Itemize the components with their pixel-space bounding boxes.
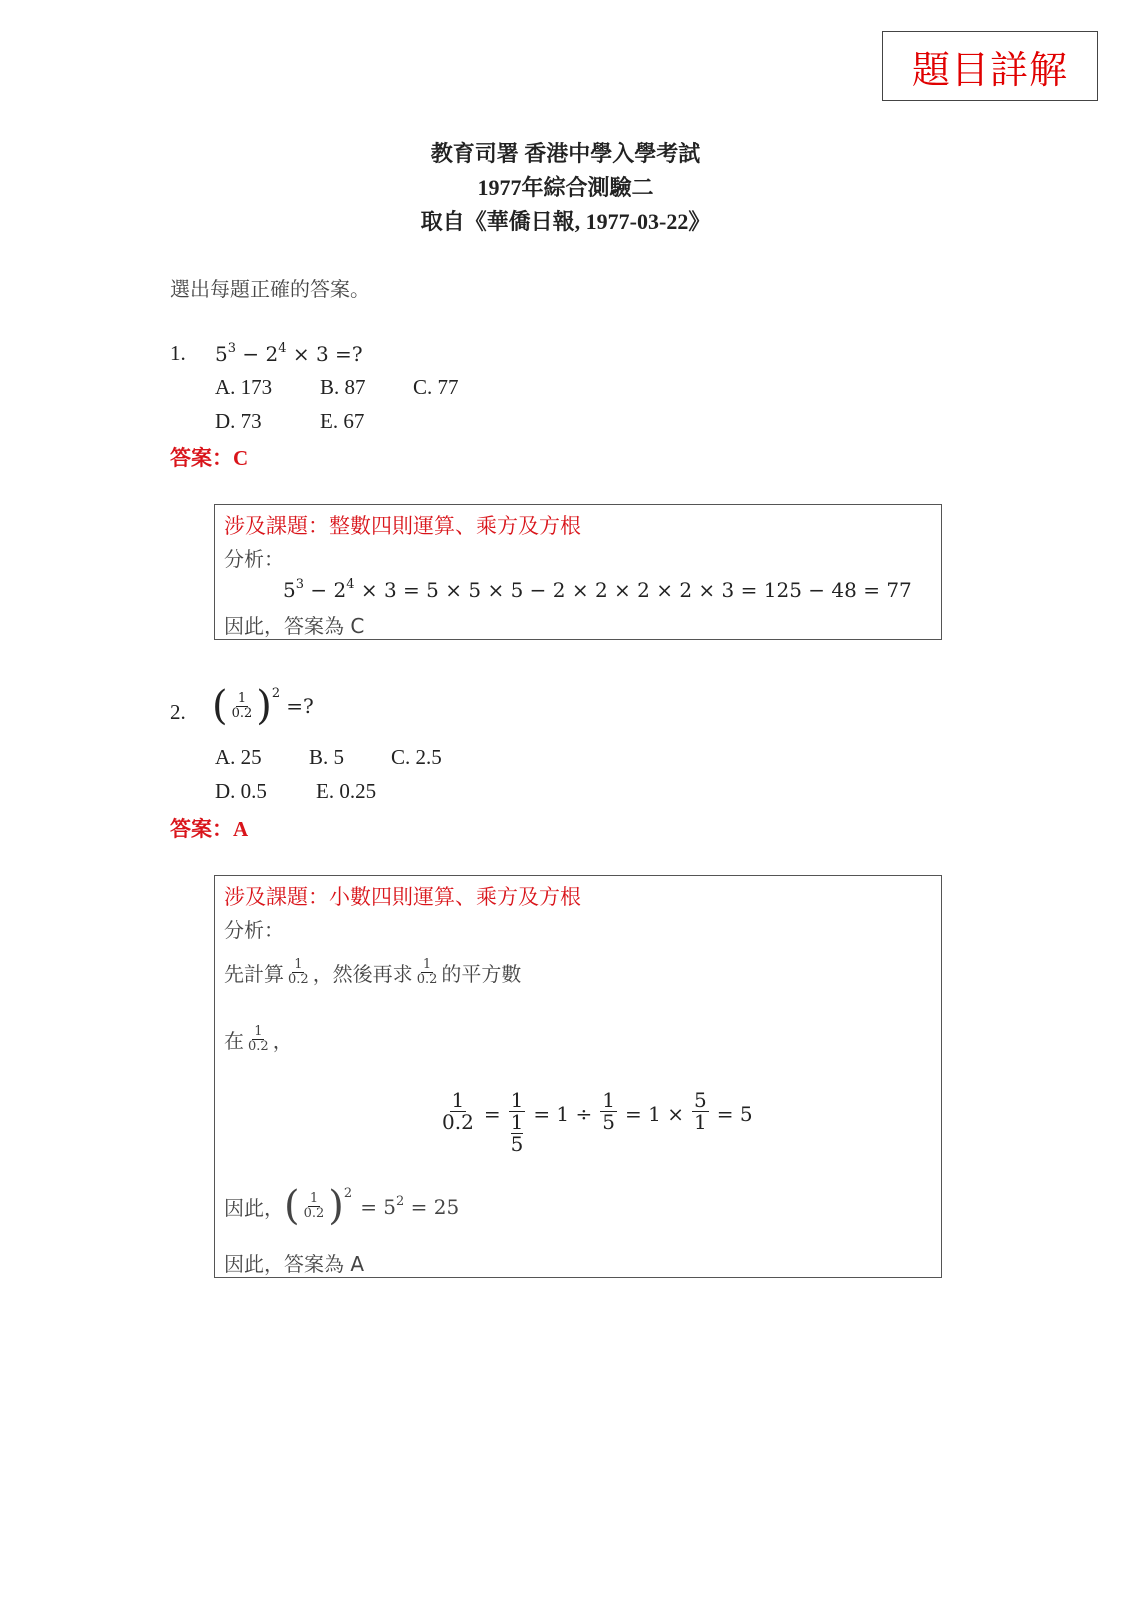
q1-option-d: D. 73 xyxy=(215,409,262,433)
q1-option-c: C. 77 xyxy=(413,375,459,399)
q1-option-e: E. 67 xyxy=(320,409,365,433)
q2-result: 因此， ( $\frac{1}{0.2}$ ) 2 = $5^2 = 25$ xyxy=(224,1183,460,1229)
q1-option-b: B. 87 xyxy=(320,375,366,399)
q2-conclusion: 因此，答案為 A xyxy=(224,1252,365,1276)
q2-option-b: B. 5 xyxy=(309,745,345,769)
q2-equation: $\frac{1}{0.2}$ = 1 1 5 = 1 ÷ $\frac{1}{5}$ = 1 × $\frac{5}{1}$ = 5 xyxy=(442,1088,753,1156)
q1-answer: 答案：C xyxy=(170,446,249,470)
q2-option-e: E. 0.25 xyxy=(316,779,377,803)
instruction: 選出每題正確的答案。 xyxy=(170,277,370,301)
q1-option-a: A. 173 xyxy=(215,375,273,399)
q1-number: 1. xyxy=(170,341,186,365)
q2-expression: ( $\frac{1}{0.2}$ ) 2 =? xyxy=(212,683,314,729)
q1-calculation: $5^3 - 2^4 \times 3 = 5 \times 5 \times 5 - 2 \times 2 \times 2 \times 2 \times 3 = 125 - 48 = 77$ xyxy=(283,577,912,602)
exam-subtitle: 1977年綜合測驗二 xyxy=(477,175,654,200)
q2-step1: 先計算 $\frac{1}{0.2}$ ，然後再求 $\frac{1}{0.2}$ 的平方數 xyxy=(224,957,522,987)
q1-analysis-label: 分析： xyxy=(224,547,284,571)
exam-source: 取自《華僑日報, 1977-03-22》 xyxy=(420,209,711,234)
q2-answer: 答案：A xyxy=(170,817,249,841)
detailed-solutions-badge: 題目詳解 xyxy=(882,31,1098,101)
q2-step2: 在 $\frac{1}{0.2}$ ， xyxy=(224,1024,293,1054)
q2-topic: 涉及課題：小數四則運算、乘方及方根 xyxy=(224,885,581,909)
q1-expression: $5^3 - 2^4 \times 3$ =? xyxy=(215,341,363,366)
q1-topic: 涉及課題：整數四則運算、乘方及方根 xyxy=(224,514,581,538)
q2-option-c: C. 2.5 xyxy=(391,745,442,769)
q2-option-d: D. 0.5 xyxy=(215,779,267,803)
q2-analysis-label: 分析： xyxy=(224,918,284,942)
q1-conclusion: 因此，答案為 C xyxy=(224,614,365,638)
q2-number: 2. xyxy=(170,700,186,724)
exam-title: 教育司署 香港中學入學考試 xyxy=(430,141,701,166)
q2-option-a: A. 25 xyxy=(215,745,262,769)
